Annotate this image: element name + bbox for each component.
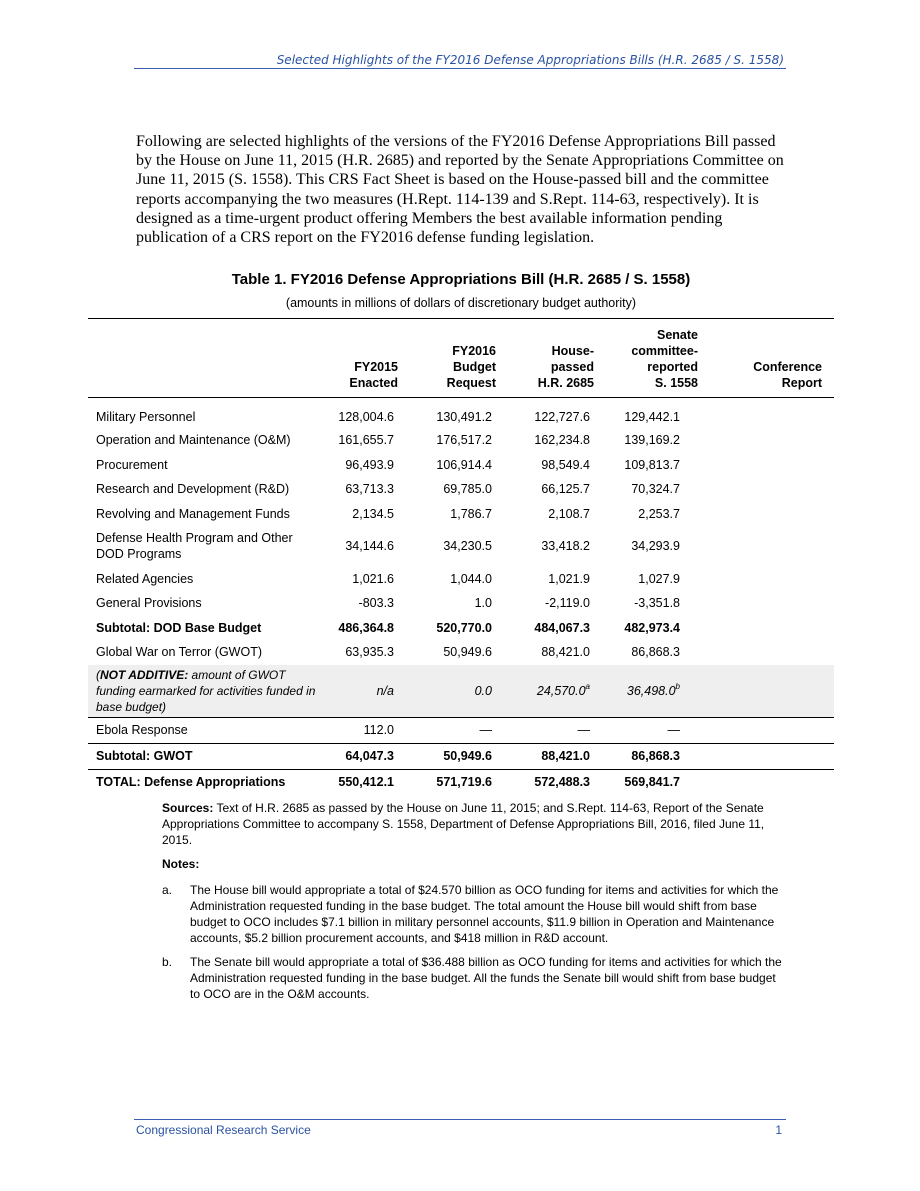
note-a	[162, 882, 788, 946]
footer-org: Congressional Research Service	[136, 1123, 311, 1137]
table-row: Global War on Terror (GWOT) 63,935.3 50,949.6 88,421.0 86,868.3	[96, 645, 680, 660]
appropriations-table	[88, 318, 834, 795]
table-row: Research and Development (R&D) 63,713.3 69,785.0 66,125.7 70,324.7	[96, 482, 680, 497]
footer-rule	[134, 1119, 786, 1120]
notes-heading: Notes:	[162, 857, 200, 871]
sources-note: Sources: Text of H.R. 2685 as passed by the House on June 11, 2015; and S.Rept. 114-63, Report of the Senate Appropriations Committee to accompany S. 1558, Department of Defense Appropriations Bill, 2016, filed June 11, 2015.	[162, 801, 765, 847]
note-b	[162, 954, 788, 1002]
note-marker: a.	[162, 883, 173, 897]
table-row: Military Personnel 128,004.6 130,491.2 122,727.6 129,442.1	[96, 410, 680, 424]
header-house: House- passed H.R. 2685	[508, 319, 606, 398]
total-row: TOTAL: Defense Appropriations 550,412.1 571,719.6 572,488.3 569,841.7	[96, 775, 680, 790]
table-row: Defense Health Program and Other DOD Programs 34,144.6 34,230.5 33,418.2 34,293.9	[96, 531, 680, 562]
ebola-row: Ebola Response 112.0 — — —	[88, 717, 834, 743]
table-row: Procurement 96,493.9 106,914.4 98,549.4 109,813.7	[96, 457, 680, 472]
table-subtitle: (amounts in millions of dollars of discretionary budget authority)	[285, 296, 637, 310]
subtotal-gwot-row: Subtotal: GWOT 64,047.3 50,949.6 88,421.0 86,868.3	[88, 743, 834, 769]
table-title: Table 1. FY2016 Defense Appropriations Bill (H.R. 2685 / S. 1558)	[231, 271, 691, 288]
page-number: 1	[775, 1123, 782, 1137]
table-header-row	[88, 319, 834, 398]
table-row: General Provisions -803.3 1.0 -2,119.0 -3,351.8	[96, 596, 680, 611]
header-rule	[134, 68, 786, 69]
header-fy2015: FY2015 Enacted	[318, 319, 410, 398]
table-row: Revolving and Management Funds 2,134.5 1,786.7 2,108.7 2,253.7	[96, 507, 680, 522]
intro-paragraph: Following are selected highlights of the versions of the FY2016 Defense Appropriations Bill passed by the House on June 11, 2015 (H.R. 2685) and reported by the Senate Appropriations Committee on June 11, 2015 (S. 1558). This CRS Fact Sheet is based on the House-passed bill and the committee reports accompanying the two measures (H.Rept. 114-139 and S.Rept. 114-63, respectively). It is designed as a time-urgent product offering Members the best available information pending publication of a CRS report on the FY2016 defense funding legislation.	[136, 133, 784, 247]
header-blank	[88, 319, 318, 398]
header-senate: Senate committee- reported S. 1558	[606, 319, 710, 398]
not-additive-label: (NOT ADDITIVE: amount of GWOT funding earmarked for activities funded in base budget)	[88, 665, 318, 718]
note-marker: b.	[162, 955, 173, 969]
table-row: Related Agencies 1,021.6 1,044.0 1,021.9 1,027.9	[96, 571, 680, 586]
not-additive-row: (NOT ADDITIVE: amount of GWOT funding earmarked for activities funded in base budget) n/a 0.0 24,570.0$^a$ 36,498.0$^b$	[88, 665, 834, 718]
table-row: Operation and Maintenance (O&M) 161,655.7 176,517.2 162,234.8 139,169.2	[96, 433, 680, 448]
header-request: FY2016 Budget Request	[410, 319, 508, 398]
subtotal-base-row: Subtotal: DOD Base Budget 486,364.8 520,770.0 484,067.3 482,973.4	[96, 620, 680, 635]
header-conference: Conference Report	[710, 319, 834, 398]
note-text: The Senate bill would appropriate a total of $36.488 billion as OCO funding for items and activities for which the Administration requested funding in the base budget. All the funds the Senate bill would shift from base budget to OCO are in the O&M accounts.	[190, 955, 782, 1001]
running-header-title: Selected Highlights of the FY2016 Defense Appropriations Bills (H.R. 2685 / S. 1558)	[276, 53, 784, 67]
note-text: The House bill would appropriate a total of $24.570 billion as OCO funding for items and activities for which the Administration requested funding in the base budget. The total amount the House bill would shift from base budget to OCO includes $7.1 billion in military personnel accounts, $11.9 billion in Operation and Maintenance accounts, $5.2 billion procurement accounts, and $418 million in R&D account.	[190, 883, 779, 945]
